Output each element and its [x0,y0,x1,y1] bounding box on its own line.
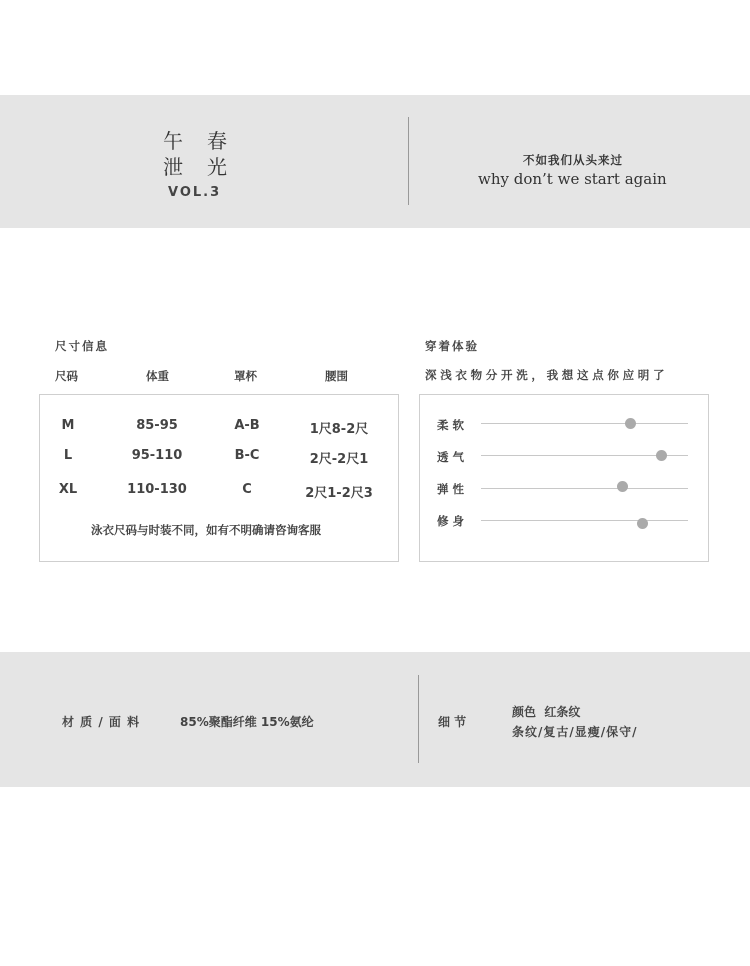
weight-cell: 95-110 [131,448,183,463]
tagline-english: why don’t we start again [478,170,667,188]
cup-cell: A-B [234,418,260,433]
size-cell: XL [58,482,78,497]
attribute-indicator [656,450,667,461]
waist-cell: 2尺1-2尺3 [305,486,373,501]
cup-cell: C [242,482,252,497]
column-header-waist: 腰围 [325,369,348,383]
details-tags: 条纹/复古/显瘦/保守/ [512,725,638,739]
attribute-label-elastic: 弹性 [437,482,468,496]
cup-cell: B-C [234,448,260,463]
size-cell: L [63,448,73,463]
weight-cell: 85-95 [136,418,178,433]
attribute-label-fit: 修身 [437,514,468,528]
weight-cell: 110-130 [127,482,187,497]
attribute-label-soft: 柔软 [437,418,468,432]
attribute-track [481,520,688,521]
column-header-size: 尺码 [55,369,78,383]
attribute-indicator [617,481,628,492]
material-value: 85%聚酯纤维 15%氨纶 [180,715,314,729]
waist-cell: 1尺8-2尺 [309,422,369,437]
attribute-indicator [625,418,636,429]
size-note: 泳衣尺码与时装不同，如有不明确请咨询客服 [91,523,321,537]
waist-cell: 2尺-2尺1 [309,452,369,467]
material-divider [418,675,419,763]
header-divider [408,117,409,205]
brand-volume: VOL.3 [168,185,222,200]
attribute-track [481,423,688,424]
tagline-chinese: 不如我们从头来过 [523,153,623,167]
brand-char-3: 泄 [163,155,183,179]
details-label: 细 节 [438,715,467,729]
brand-char-2: 春 [207,129,227,153]
attribute-track [481,488,688,489]
brand-char-4: 光 [207,155,227,179]
size-section-title: 尺寸信息 [55,339,109,353]
details-color: 颜色 红条纹 [512,705,581,719]
wear-section-title: 穿着体验 [425,339,479,353]
column-header-cup: 罩杯 [234,369,257,383]
wear-subtitle: 深浅衣物分开洗，我想这点你应明了 [425,368,669,382]
header-band [0,95,750,228]
material-label: 材 质 / 面 料 [62,715,141,729]
attribute-label-breathable: 透气 [437,450,468,464]
column-header-weight: 体重 [146,369,169,383]
size-cell: M [61,418,75,433]
brand-char-1: 午 [163,129,183,153]
